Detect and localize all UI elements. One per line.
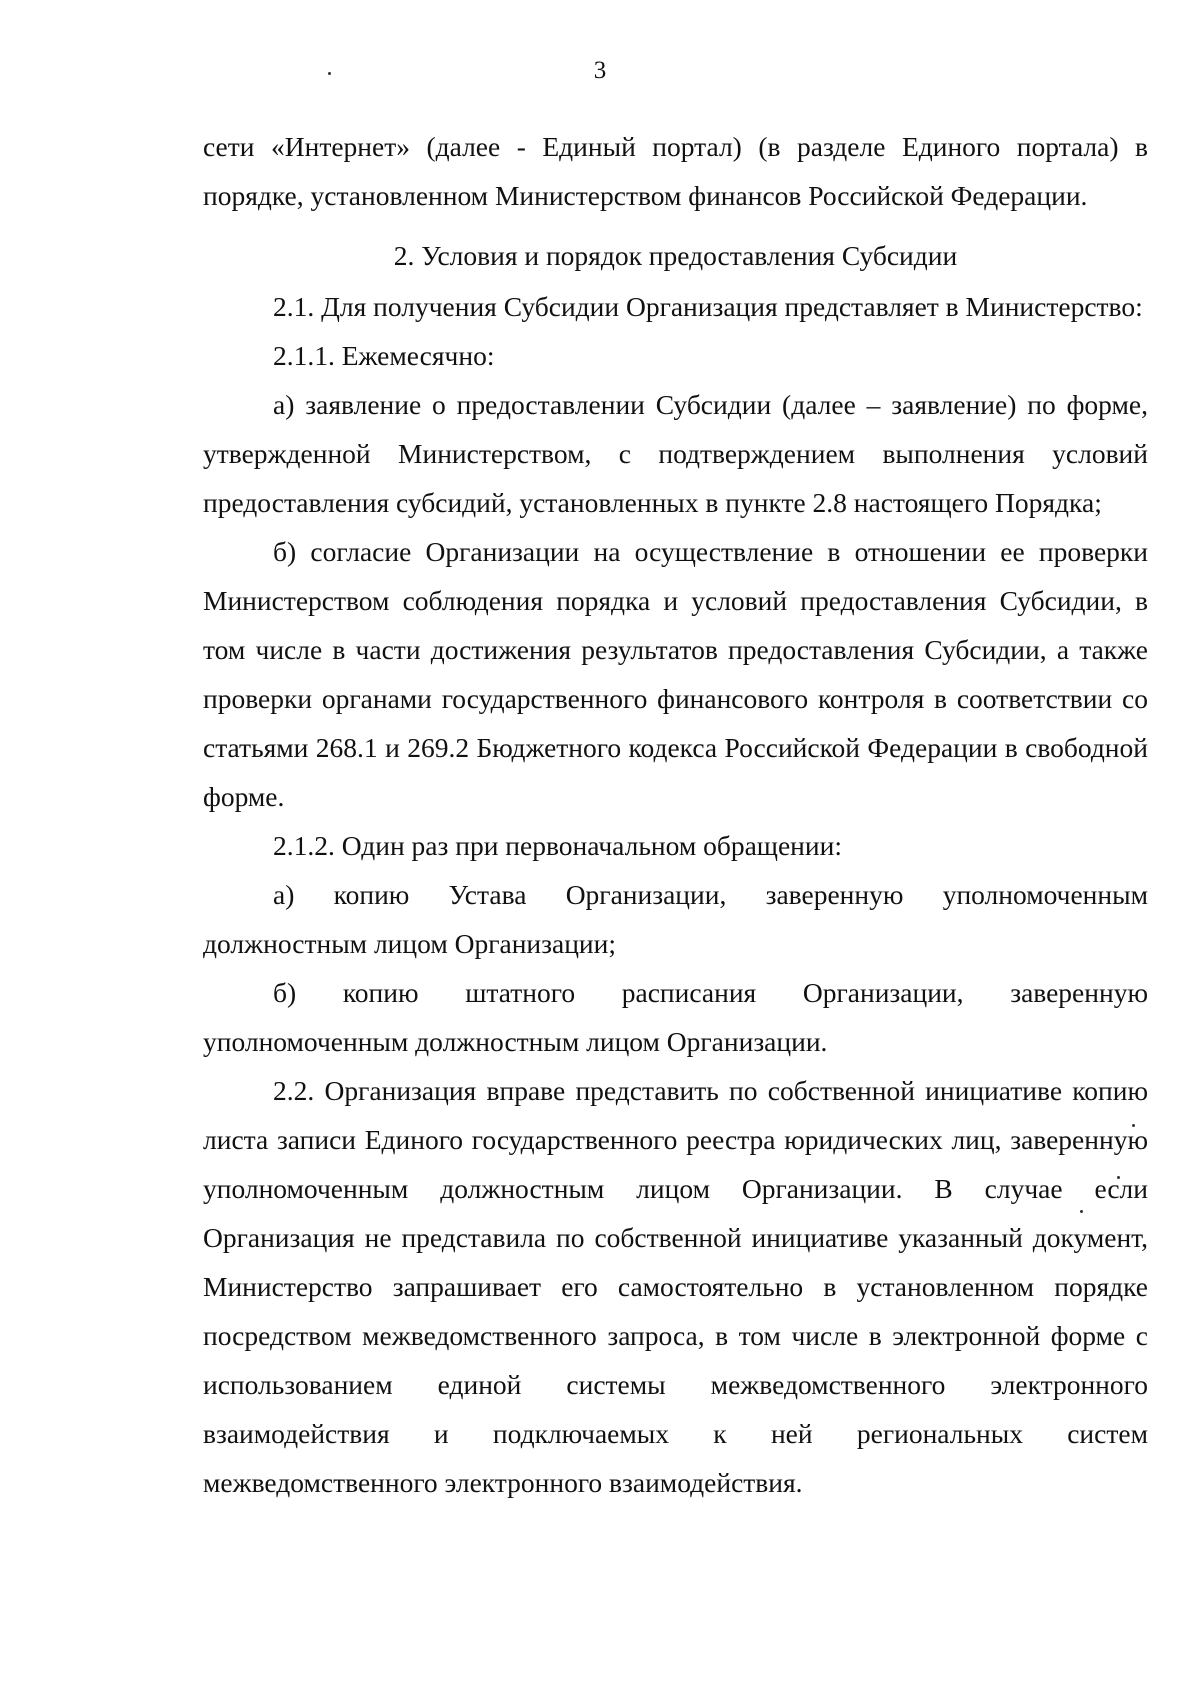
clause-2-1-1: 2.1.1. Ежемесячно: <box>273 340 495 371</box>
page-number: 3 <box>593 57 607 84</box>
clause-2-1-2-a: а) копию Устава Организации, заверенную уполномоченным должностным лицом Организации; <box>203 879 1148 959</box>
clause-2-1-1-b: б) согласие Организации на осуществление в отношении ее проверки Министерством соблюдения порядка и условий предоставления Субсидии, в том числе в части достижения результатов предоставления Субсидии, а также проверки органами государственного финансового контроля в соответствии со статьями 268.1 и 269.2 Бюджетного кодекса Российской Федерации в свободной форме. <box>203 536 1148 812</box>
clause-2-1-2: 2.1.2. Один раз при первоначальном обращении: <box>273 830 842 861</box>
clause-2-1: 2.1. Для получения Субсидии Организация представляет в Министерство: <box>273 291 1143 322</box>
clause-2-1-2-b: б) копию штатного расписания Организации, заверенную уполномоченным должностным лицом Организации. <box>203 977 1148 1057</box>
clause-2-2: 2.2. Организация вправе представить по собственной инициативе копию листа записи Единого государственного реестра юридических лиц, заверенную уполномоченным должностным лицом Организации. В случае если Организация не представила по собственной инициативе указанный документ, Министерство запрашивает его самостоятельно в установленном порядке посредством межведомственного запроса, в том числе в электронной форме с использованием единой системы межведомственного электронного взаимодействия и подключаемых к ней региональных систем межведомственного электронного взаимодействия. <box>203 1075 1148 1498</box>
clause-2-1-1-a: а) заявление о предоставлении Субсидии (далее – заявление) по форме, утвержденной Министерством, с подтверждением выполнения условий предоставления субсидий, установленных в пункте 2.8 настоящего Порядка; <box>203 389 1148 518</box>
document-body <box>203 122 1148 1507</box>
paragraph-continuation: сети «Интернет» (далее - Единый портал) (в разделе Единого портала) в порядке, установленном Министерством финансов Российской Федерации. <box>203 131 1148 211</box>
section-heading: 2. Условия и порядок предоставления Субсидии <box>393 240 958 271</box>
